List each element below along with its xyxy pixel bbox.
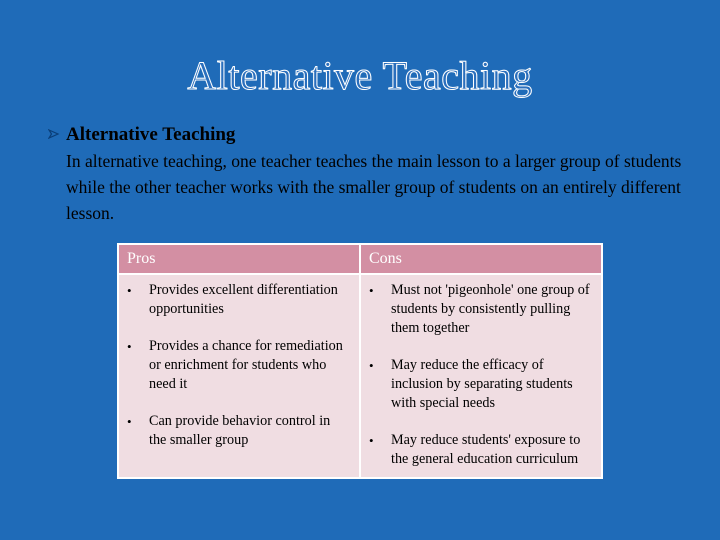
list-item <box>369 281 593 338</box>
bullet-dot-icon: • <box>369 433 374 448</box>
pro-text: Provides excellent differentiation opportunities <box>149 282 338 317</box>
cons-cell <box>360 274 601 477</box>
list-item <box>369 431 593 469</box>
pros-header: Pros <box>119 245 360 274</box>
con-text: May reduce students' exposure to the general education curriculum <box>391 432 581 467</box>
con-text: Must not 'pigeonhole' one group of students by consistently pulling them together <box>391 282 590 336</box>
hollow-arrow-bullet-icon <box>48 124 66 146</box>
pros-cell <box>119 274 360 477</box>
list-item <box>127 337 351 394</box>
bullet-text: In alternative teaching, one teacher teaches the main lesson to a larger group of students while the other teacher works with the smaller group of students on an entirely different lesson. <box>66 151 682 223</box>
cons-list <box>369 281 593 469</box>
bullet-dot-icon: • <box>127 339 132 354</box>
pros-list <box>127 281 351 450</box>
main-bullet <box>48 124 688 226</box>
bullet-dot-icon: • <box>369 283 374 298</box>
list-item <box>127 412 351 450</box>
list-item <box>369 356 593 413</box>
slide-title: Alternative Teaching <box>187 53 533 98</box>
bullet-dot-icon: • <box>369 358 374 373</box>
bullet-dot-icon: • <box>127 414 132 429</box>
pros-cons-table <box>119 245 601 477</box>
bullet-heading-row <box>48 124 688 146</box>
pro-text: Provides a chance for remediation or enrichment for students who need it <box>149 338 343 392</box>
list-item <box>127 281 351 319</box>
bullet-heading: Alternative Teaching <box>66 124 236 145</box>
cons-header: Cons <box>360 245 601 274</box>
bullet-dot-icon: • <box>127 283 132 298</box>
pro-text: Can provide behavior control in the smaller group <box>149 413 331 448</box>
con-text: May reduce the efficacy of inclusion by separating students with special needs <box>391 357 573 411</box>
